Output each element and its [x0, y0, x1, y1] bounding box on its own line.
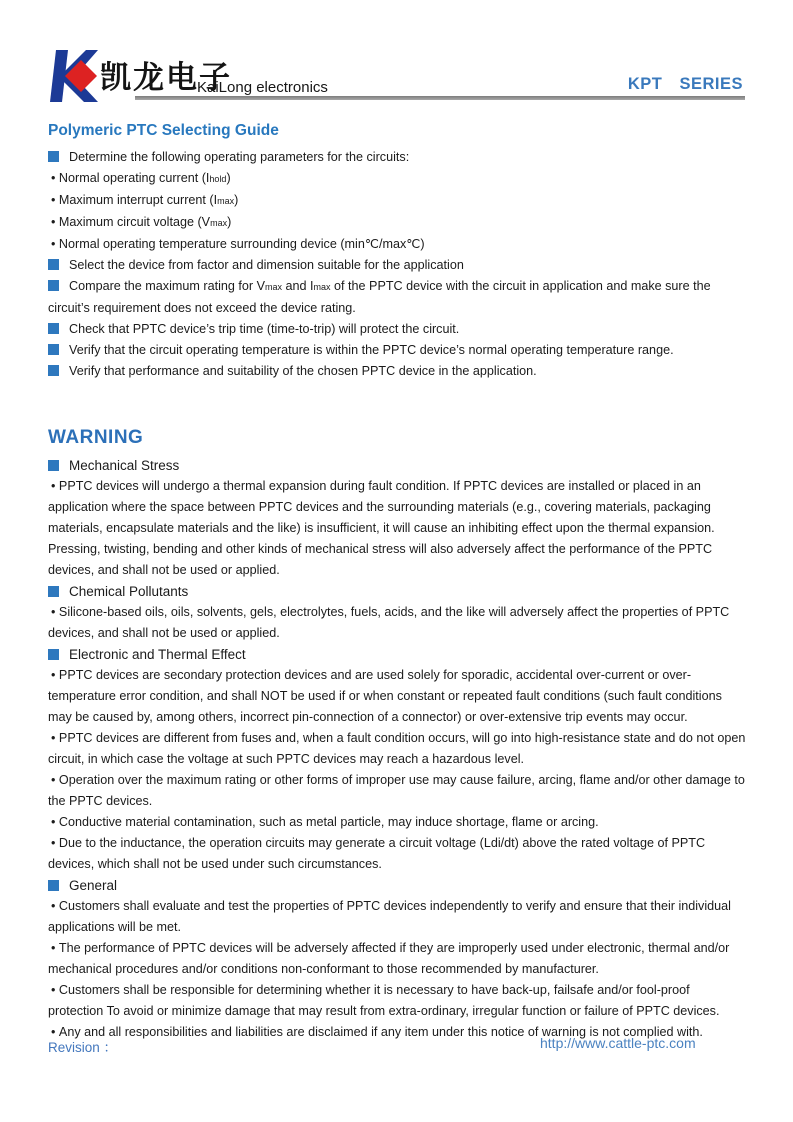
warning-paragraph: • Any and all responsibilities and liabilities are disclaimed if any item under this notice of warning is not complied with.: [48, 1022, 747, 1043]
square-bullet-icon: [48, 880, 59, 891]
logo-chinese-text: 凯龙电子: [100, 60, 232, 96]
kailong-logo-icon: [47, 50, 99, 102]
guide-item-select: Select the device from factor and dimension suitable for the application: [48, 255, 747, 276]
guide-param-vmax: • Maximum circuit voltage (Vmax): [48, 212, 747, 234]
square-bullet-icon: [48, 649, 59, 660]
guide-param-imax: • Maximum interrupt current (Imax): [48, 190, 747, 212]
warning-paragraph: • Silicone-based oils, oils, solvents, gels, electrolytes, fuels, acids, and the like will adversely affect the properties of PPTC devices, and shall not be used or applied.: [48, 602, 747, 644]
warning-paragraph: • Customers shall evaluate and test the properties of PPTC devices independently to verify and ensure that their individual applications will be met.: [48, 896, 747, 938]
guide-item-verify-temp: Verify that the circuit operating temperature is within the PPTC device’s normal operating temperature range.: [48, 340, 747, 361]
selecting-guide-section: [48, 122, 747, 382]
warning-subsection-heading: Chemical Pollutants: [48, 581, 747, 602]
series-label: KPT SERIES: [627, 75, 743, 93]
warning-paragraph: • PPTC devices will undergo a thermal expansion during fault condition. If PPTC devices are installed or placed in an application where the space between PPTC devices and the surrounding materials (e.g., covering materials, packaging materials, encapsulate materials and the like) is insufficient, it will cause an inhibiting effect upon the thermal expansion. Pressing, twisting, bending and other kinds of mechanical stress will also adversely affect the performance of the PPTC devices, and shall not be used or applied.: [48, 476, 747, 581]
warning-title: WARNING: [48, 427, 144, 448]
square-bullet-icon: [48, 586, 59, 597]
guide-item-verify-perf: Verify that performance and suitability of the chosen PPTC device in the application.: [48, 361, 747, 382]
warning-paragraph: • Customers shall be responsible for determining whether it is necessary to have back-up, failsafe and/or fool-proof protection To avoid or minimize damage that may result from extra-ordinary, irregular function or failure of PPTC devices.: [48, 980, 747, 1022]
website-url-link[interactable]: http://www.cattle-ptc.com: [540, 1035, 696, 1051]
warning-paragraph: • PPTC devices are different from fuses and, when a fault condition occurs, will go into high-resistance state and do not open circuit, in which case the voltage at such PPTC devices may reach a hazardous level.: [48, 728, 747, 770]
warning-paragraph: • Due to the inductance, the operation circuits may generate a circuit voltage (Ldi/dt) above the rated voltage of PPTC devices, which shall not be used under such circumstances.: [48, 833, 747, 875]
page-header: [0, 0, 793, 108]
square-bullet-icon: [48, 344, 59, 355]
warning-section: [48, 427, 747, 1043]
warning-subsection-heading: General: [48, 875, 747, 896]
warning-paragraph: • Operation over the maximum rating or other forms of improper use may cause failure, arcing, flame and/or other damage to the PPTC devices.: [48, 770, 747, 812]
header-divider: [135, 96, 745, 100]
revision-label: Revision ：: [48, 1040, 118, 1055]
warning-subsection-heading: Electronic and Thermal Effect: [48, 644, 747, 665]
guide-param-temp: • Normal operating temperature surrounding device (min℃/max℃): [48, 234, 747, 255]
main-content: [48, 101, 747, 1043]
square-bullet-icon: [48, 151, 59, 162]
warning-subsection-heading: Mechanical Stress: [48, 455, 747, 476]
guide-item-compare: Compare the maximum rating for Vmax and Imax of the PPTC device with the circuit in application and make sure the circuit’s requirement does not exceed the device rating.: [48, 279, 711, 315]
square-bullet-icon: [48, 259, 59, 270]
square-bullet-icon: [48, 280, 59, 291]
selecting-guide-title: Polymeric PTC Selecting Guide: [48, 122, 279, 139]
guide-item-check: Check that PPTC device’s trip time (time-to-trip) will protect the circuit.: [48, 319, 747, 340]
square-bullet-icon: [48, 460, 59, 471]
logo-english-text: KaiLong electronics: [197, 79, 328, 96]
warning-paragraph: • Conductive material contamination, such as metal particle, may induce shortage, flame or arcing.: [48, 812, 747, 833]
guide-param-hold: • Normal operating current (Ihold): [48, 168, 747, 190]
warning-paragraph: • PPTC devices are secondary protection devices and are used solely for sporadic, accidental over-current or over-temperature error condition, and shall NOT be used if or when constant or repeated fault conditions (such fault conditions may be caused by, among others, incorrect pin-connection of a connector) or over-extensive trip events may occur.: [48, 665, 747, 728]
square-bullet-icon: [48, 323, 59, 334]
square-bullet-icon: [48, 365, 59, 376]
guide-item-determine: Determine the following operating parameters for the circuits:: [48, 147, 747, 168]
warning-paragraph: • The performance of PPTC devices will be adversely affected if they are improperly used under electronic, thermal and/or mechanical procedures and/or conditions non-conformant to those recommended by manufacturer.: [48, 938, 747, 980]
